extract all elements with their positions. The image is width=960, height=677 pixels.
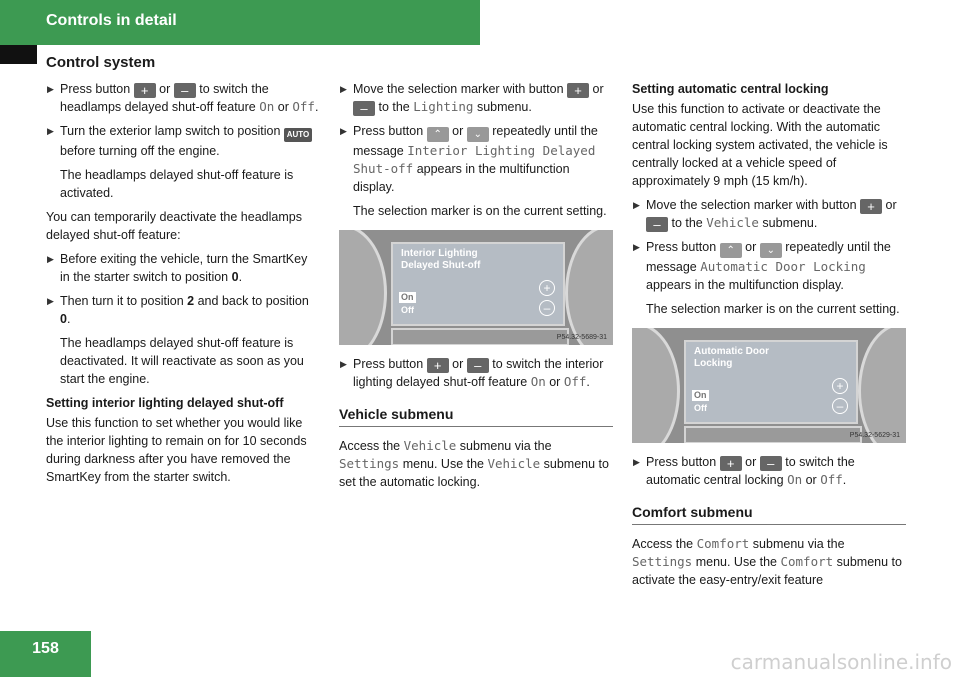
down-button-icon: ⌄ xyxy=(467,127,489,142)
step-arrow-icon: ▶ xyxy=(47,126,54,136)
paragraph: Access the Vehicle submenu via the Settings menu. Use the Vehicle submenu to set the automatic locking. xyxy=(339,438,609,489)
paragraph: Use this function to activate or deactivate the automatic central locking. With the automatic central locking system activated, the vehicle is centrally locked at a vehicle speed of approximately 9 mph (15 km/h). xyxy=(632,102,888,188)
section-marker xyxy=(0,45,37,64)
column-3 xyxy=(632,80,906,595)
display-message: Automatic Door Locking xyxy=(694,346,769,369)
step-arrow-icon: ▶ xyxy=(340,84,347,94)
paragraph: You can temporarily deactivate the headlamps delayed shut-off feature: xyxy=(46,210,302,242)
plus-circle-icon: + xyxy=(832,378,848,394)
instrument-cluster-figure xyxy=(339,230,613,345)
minus-button-icon: – xyxy=(353,101,375,116)
plus-circle-icon: + xyxy=(539,280,555,296)
minus-circle-icon: – xyxy=(832,398,848,414)
left-gauge xyxy=(632,328,680,443)
subsection-heading: Setting automatic central locking xyxy=(632,82,829,96)
right-gauge xyxy=(565,230,613,345)
up-button-icon: ⌃ xyxy=(427,127,449,142)
step-arrow-icon: ▶ xyxy=(633,242,640,252)
instruction-step: ▶ Move the selection marker with button + or – to the Vehicle submenu. xyxy=(633,198,897,232)
right-gauge xyxy=(858,328,906,443)
instruction-step: ▶ Press button + or – to switch the headlamps delayed shut-off feature On or Off. xyxy=(47,82,319,114)
display-option-off: Off xyxy=(401,305,414,315)
instruction-step: ▶ Press button ⌃ or ⌄ repeatedly until the message Interior Lighting Delayed Shut-off appears in the multifunction display. xyxy=(340,124,598,194)
instruction-step: ▶ Then turn it to position 2 and back to position 0. xyxy=(47,294,309,326)
watermark: carmanualsonline.info xyxy=(730,650,952,674)
figure-reference: P54.32-5689-31 xyxy=(556,334,607,341)
instruction-step: ▶ Press button ⌃ or ⌄ repeatedly until the message Automatic Door Locking appears in the multifunction display. xyxy=(633,240,891,292)
lower-display-bar xyxy=(684,426,862,443)
step-arrow-icon: ▶ xyxy=(340,359,347,369)
subsection-heading: Setting interior lighting delayed shut-off xyxy=(46,396,284,410)
page-number: 158 xyxy=(32,640,59,657)
plus-button-icon: + xyxy=(427,358,449,373)
instruction-step: ▶ Move the selection marker with button + or – to the Lighting submenu. xyxy=(340,82,604,116)
step-arrow-icon: ▶ xyxy=(47,84,54,94)
display-message: Interior Lighting Delayed Shut-off xyxy=(401,248,481,271)
down-button-icon: ⌄ xyxy=(760,243,782,258)
step-note: The headlamps delayed shut-off feature is deactivated. It will reactivate as soon as you start the engine. xyxy=(60,336,304,386)
chapter-title: Controls in detail xyxy=(46,12,177,29)
left-gauge xyxy=(339,230,387,345)
plus-button-icon: + xyxy=(860,199,882,214)
instruction-step: ▶ Press button + or – to switch the automatic central locking On or Off. xyxy=(633,455,855,487)
submenu-heading: Vehicle submenu xyxy=(339,405,613,427)
instruction-step: ▶ Before exiting the vehicle, turn the SmartKey in the starter switch to position 0. xyxy=(47,252,308,284)
display-option-on: On xyxy=(694,390,707,400)
figure-reference: P54.32-5629-31 xyxy=(849,432,900,439)
display-option-on: On xyxy=(401,292,414,302)
step-note: The headlamps delayed shut-off feature is activated. xyxy=(60,168,294,200)
paragraph: Access the Comfort submenu via the Settings menu. Use the Comfort submenu to activate the easy-entry/exit feature xyxy=(632,536,902,587)
multifunction-display xyxy=(684,340,858,424)
auto-lamp-icon: AUTO xyxy=(284,128,312,142)
step-arrow-icon: ▶ xyxy=(340,126,347,136)
minus-circle-icon: – xyxy=(539,300,555,316)
instruction-step: ▶ Press button + or – to switch the interior lighting delayed shut-off feature On or Off. xyxy=(340,357,604,389)
column-1 xyxy=(46,80,320,492)
plus-button-icon: + xyxy=(720,456,742,471)
lower-display-bar xyxy=(391,328,569,345)
display-option-off: Off xyxy=(694,403,707,413)
column-2 xyxy=(339,80,613,497)
paragraph: Use this function to set whether you would like the interior lighting to remain on for 10 seconds during darkness after you have removed the SmartKey from the starter switch. xyxy=(46,416,307,484)
up-button-icon: ⌃ xyxy=(720,243,742,258)
step-arrow-icon: ▶ xyxy=(633,457,640,467)
step-arrow-icon: ▶ xyxy=(47,296,54,306)
submenu-heading: Comfort submenu xyxy=(632,503,906,525)
plus-button-icon: + xyxy=(134,83,156,98)
multifunction-display xyxy=(391,242,565,326)
minus-button-icon: – xyxy=(467,358,489,373)
step-arrow-icon: ▶ xyxy=(47,254,54,264)
step-note: The selection marker is on the current setting. xyxy=(353,204,607,218)
minus-button-icon: – xyxy=(760,456,782,471)
section-title: Control system xyxy=(46,54,156,71)
step-note: The selection marker is on the current setting. xyxy=(646,302,900,316)
step-arrow-icon: ▶ xyxy=(633,200,640,210)
instruction-step: ▶ Turn the exterior lamp switch to position AUTO before turning off the engine. xyxy=(46,122,320,160)
minus-button-icon: – xyxy=(174,83,196,98)
minus-button-icon: – xyxy=(646,217,668,232)
plus-button-icon: + xyxy=(567,83,589,98)
instrument-cluster-figure xyxy=(632,328,906,443)
